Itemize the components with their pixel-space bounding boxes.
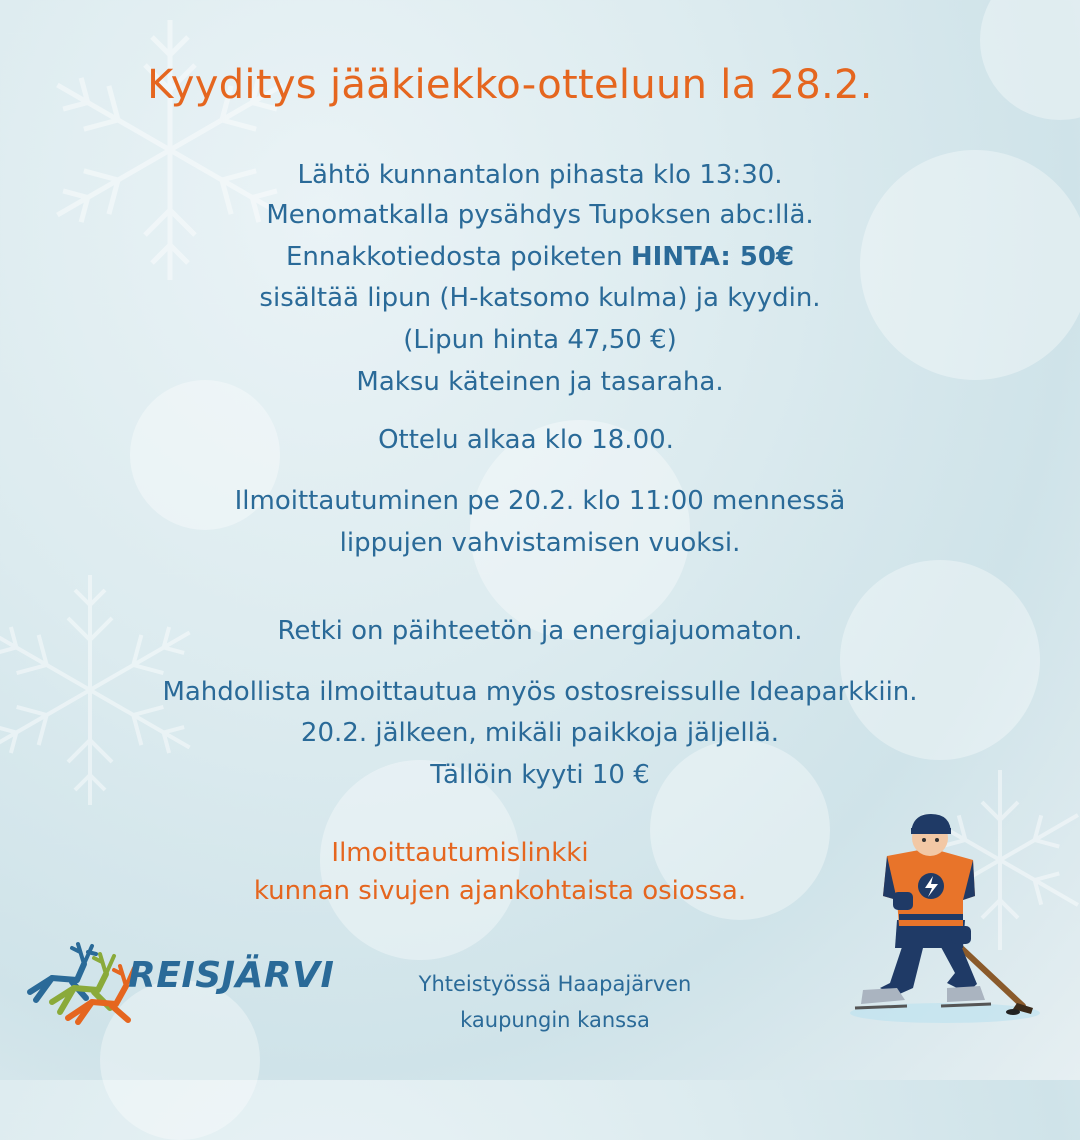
price-prefix: Ennakkotiedosta poiketen [285,242,631,272]
registration-deadline-text: Ilmoittautuminen pe 20.2. klo 11:00 mennessä [234,486,846,516]
payment-text: Maksu käteinen ja tasaraha. [356,367,724,397]
game-start-text: Ottelu alkaa klo 18.00. [378,425,674,455]
signup-link-title[interactable]: Ilmoittautumislinkki [331,838,589,868]
cooperation-line-2: kaupungin kanssa [460,1008,650,1032]
price-value: HINTA: 50€ [630,242,795,272]
shopping-text: Mahdollista ilmoittautua myös ostosreissulle Ideaparkkiin. [162,677,918,707]
cooperation-line-1: Yhteistyössä Haapajärven [418,972,692,996]
shopping-price-text: Tällöin kyyti 10 € [430,760,650,790]
logo-wordmark: REISJÄRVI [128,955,335,996]
departure-text: Lähtö kunnantalon pihasta klo 13:30. [297,160,783,190]
includes-text: sisältää lipun (H-katsomo kulma) ja kyydin. [259,283,821,313]
stop-text: Menomatkalla pysähdys Tupoksen abc:llä. [266,200,814,230]
signup-link-location[interactable]: kunnan sivujen ajankohtaista osiossa. [253,876,747,906]
policy-text: Retki on päihteetön ja energiajuomaton. [277,616,803,646]
page-title: Kyyditys jääkiekko-otteluun la 28.2. [147,62,873,108]
registration-reason-text: lippujen vahvistamisen vuoksi. [339,528,741,558]
hockey-player-icon [835,808,1040,1028]
shopping-condition-text: 20.2. jälkeen, mikäli paikkoja jäljellä. [300,718,780,748]
price-text [0,242,1080,272]
ticket-price-text: (Lipun hinta 47,50 €) [403,325,677,355]
